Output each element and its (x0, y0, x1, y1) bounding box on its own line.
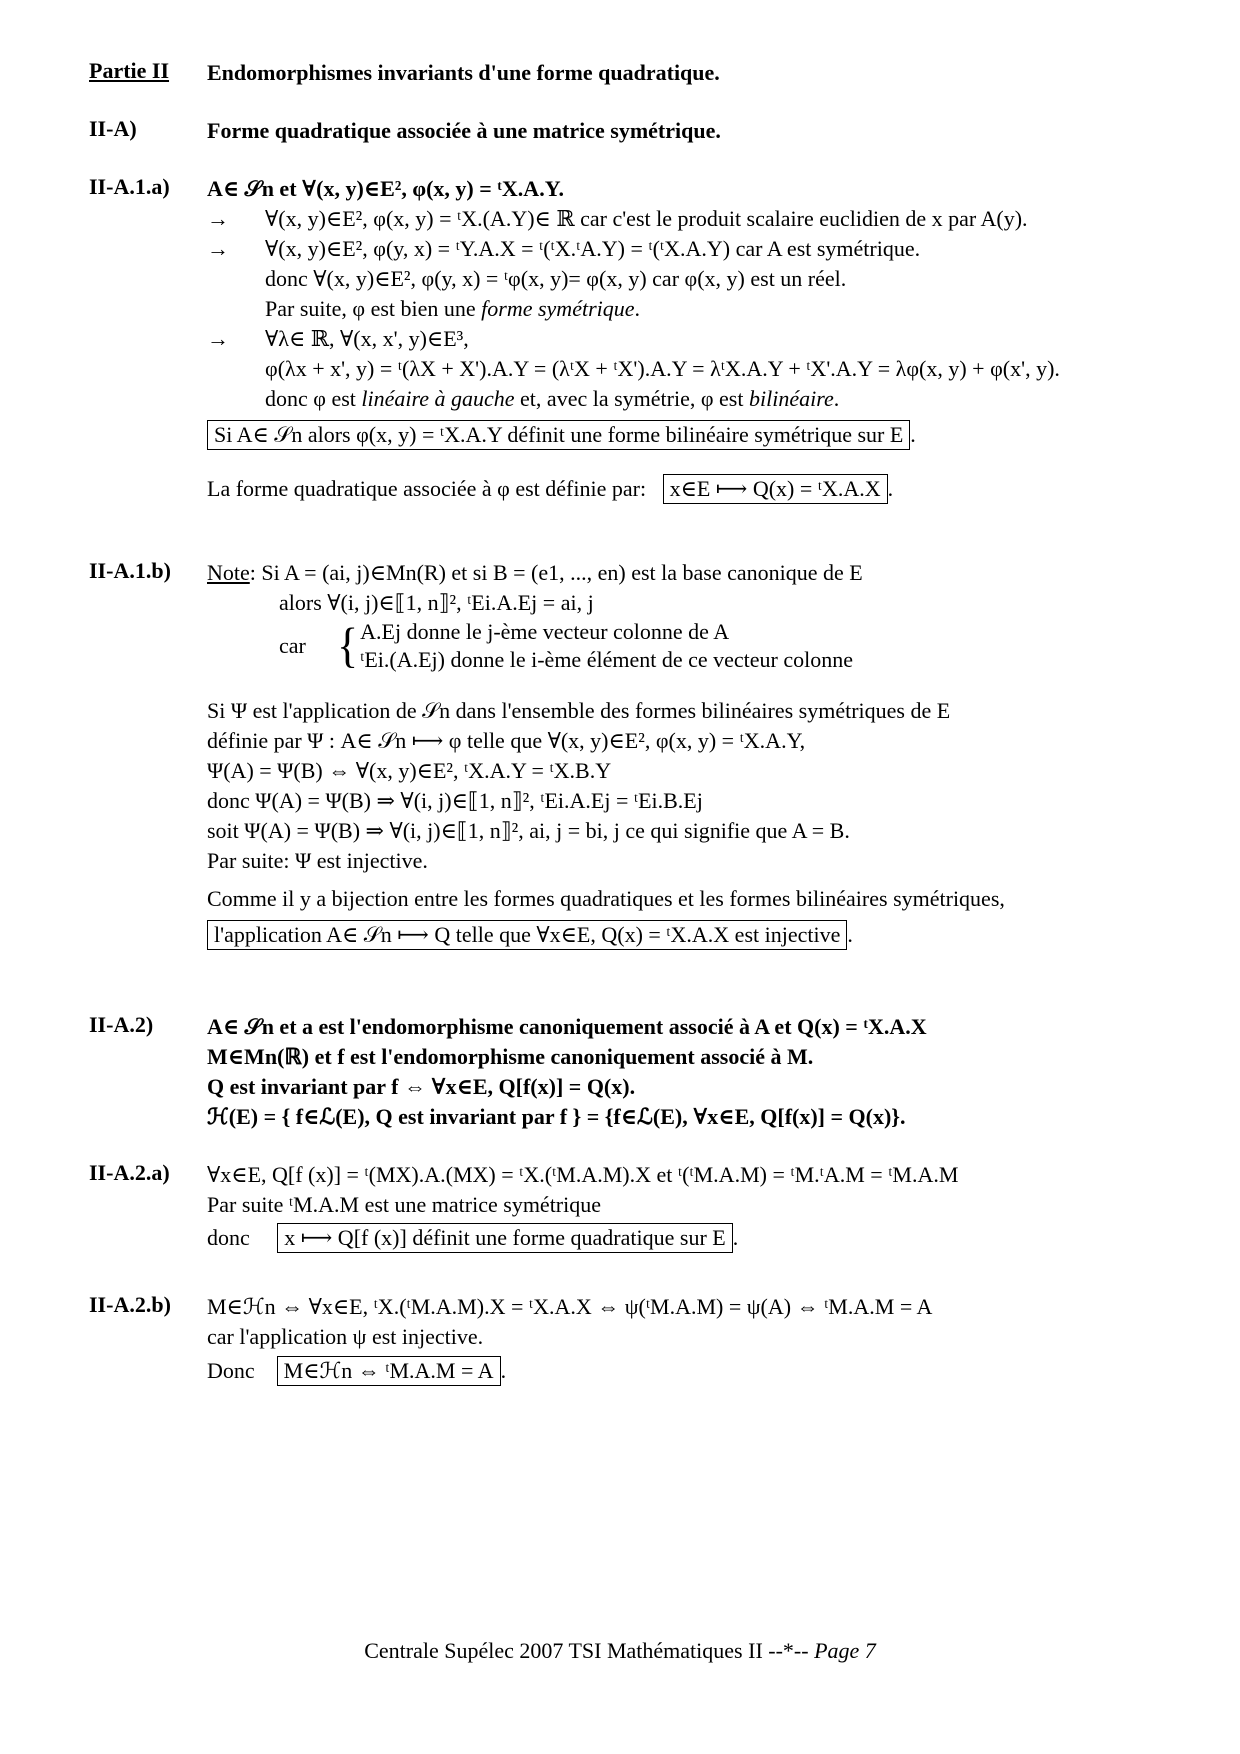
emphasis: forme symétrique (481, 296, 635, 321)
section-body (207, 1160, 1169, 1256)
arrow-icon: → (207, 326, 229, 351)
arrow-line (207, 204, 1169, 234)
text-line (207, 384, 1169, 414)
text-part: et, avec la symétrie, φ est (514, 386, 749, 411)
section-body (207, 174, 1169, 506)
text-part: . (910, 422, 916, 447)
text-line: donc ∀(x, y)∈E², φ(y, x) = ᵗφ(x, y)= φ(x, y) car φ(x, y) est un réel. (265, 266, 847, 291)
text-line: A.Ej donne le j-ème vecteur colonne de A (360, 619, 730, 644)
section-title: Forme quadratique associée à une matrice symétrique. (207, 118, 721, 143)
boxed-result (207, 418, 1169, 452)
text-part: Donc (207, 1358, 255, 1383)
text-part: . (732, 1225, 739, 1250)
text-line: ∀(x, y)∈E², φ(y, x) = ᵗY.A.X = ᵗ(ᵗX.ᵗA.Y) = ᵗ(ᵗX.A.Y) car A est symétrique. (265, 236, 921, 261)
text-line: soit Ψ(A) = Ψ(B) ⇒ ∀(i, j)∈⟦1, n⟧², ai, j = bi, j ce qui signifie que A = B. (207, 818, 850, 843)
left-brace-icon: { (337, 618, 359, 673)
text-line: ∀(x, y)∈E², φ(x, y) = ᵗX.(A.Y)∈ ℝ car c'est le produit scalaire euclidien de x par A(y). (265, 206, 1028, 231)
text-part: . (887, 476, 894, 501)
section-label: II-A.1.b) (89, 558, 171, 583)
text-line: définie par Ψ : A∈ 𝒮n ⟼ φ telle que ∀(x, y)∈E², φ(x, y) = ᵗX.A.Y, (207, 728, 806, 753)
emphasis: linéaire à gauche (361, 386, 515, 411)
section-body (207, 558, 1169, 952)
text-part: . (500, 1358, 507, 1383)
text-line: ∀x∈E, Q[f (x)] = ᵗ(MX).A.(MX) = ᵗX.(ᵗM.A.M).X et ᵗ(ᵗM.A.M) = ᵗM.ᵗA.M = ᵗM.A.M (207, 1162, 959, 1187)
result-box: l'application A∈ 𝒮n ⟼ Q telle que ∀x∈E, Q(x) = ᵗX.A.X est injective (207, 920, 847, 950)
boxed-result (207, 1352, 1169, 1390)
text-part: donc (207, 1225, 250, 1250)
page-footer (0, 1638, 1240, 1664)
text-line: Par suite ᵗM.A.M est une matrice symétrique (207, 1192, 602, 1217)
text-line: M∈Mn(ℝ) et f est l'endomorphisme canoniquement associé à M. (207, 1044, 814, 1069)
text-line: M∈ℋn ⇔ ∀x∈E, ᵗX.(ᵗM.A.M).X = ᵗX.A.X ⇔ ψ(ᵗM.A.M) = ψ(A) ⇔ ᵗM.A.M = A (207, 1294, 933, 1319)
car-block (207, 618, 1169, 674)
car-lines (360, 618, 853, 674)
car-label: car (279, 633, 306, 658)
boxed-result (207, 1220, 1169, 1256)
section-label: II-A.2.b) (89, 1292, 171, 1317)
footer-text: Centrale Supélec 2007 TSI Mathématiques II --*-- (364, 1638, 815, 1663)
note-label: Note (207, 560, 250, 585)
section-body (207, 1012, 1169, 1132)
part-title: Endomorphismes invariants d'une forme quadratique. (207, 60, 720, 85)
section-label: II-A.1.a) (89, 174, 170, 199)
text-line: Par suite: Ψ est injective. (207, 848, 428, 873)
section-label: II-A) (89, 116, 137, 141)
section-body (207, 1292, 1169, 1390)
result-box: Si A∈ 𝒮n alors φ(x, y) = ᵗX.A.Y définit une forme bilinéaire symétrique sur E (207, 420, 910, 450)
text-line (207, 294, 1169, 324)
part-label: Partie II (89, 58, 170, 83)
text-line: A∈ 𝒮n et a est l'endomorphisme canoniquement associé à A et Q(x) = ᵗX.A.X (207, 1014, 927, 1039)
text-part: . (847, 922, 853, 947)
result-box: x∈E ⟼ Q(x) = ᵗX.A.X (663, 474, 888, 504)
text-line: Ψ(A) = Ψ(B) ⇔ ∀(x, y)∈E², ᵗX.A.Y = ᵗX.B.Y (207, 758, 612, 783)
emphasis: bilinéaire (748, 386, 834, 411)
boxed-result (207, 918, 1169, 952)
result-box: x ⟼ Q[f (x)] définit une forme quadratique sur E (277, 1223, 732, 1253)
arrow-icon: → (207, 206, 229, 231)
text-line: Q est invariant par f ⇔ ∀x∈E, Q[f(x)] = Q(x). (207, 1074, 636, 1099)
text-line: φ(λx + x', y) = ᵗ(λX + X').A.Y = (λᵗX + ᵗX').A.Y = λᵗX.A.Y + ᵗX'.A.Y = λφ(x, y) + φ(x', y). (265, 356, 1060, 381)
arrow-line (207, 234, 1169, 264)
text-part: : Si A = (ai, j)∈Mn(R) et si B = (e1, ..., en) est la base canonique de E (249, 560, 863, 585)
section-label: II-A.2.a) (89, 1160, 170, 1185)
text-line: Si Ψ est l'application de 𝒮n dans l'ensemble des formes bilinéaires symétriques de E (207, 698, 951, 723)
result-box: M∈ℋn ⇔ ᵗM.A.M = A (277, 1356, 501, 1386)
section-label: II-A.2) (89, 1012, 154, 1037)
text-line: ᵗEi.(A.Ej) donne le i-ème élément de ce vecteur colonne (360, 647, 853, 672)
text-part: . (833, 386, 840, 411)
text-line: alors ∀(i, j)∈⟦1, n⟧², ᵗEi.A.Ej = ai, j (279, 590, 594, 615)
text-part: donc φ est (265, 386, 362, 411)
text-line: donc Ψ(A) = Ψ(B) ⇒ ∀(i, j)∈⟦1, n⟧², ᵗEi.A.Ej = ᵗEi.B.Ej (207, 788, 703, 813)
text-line: Comme il y a bijection entre les formes quadratiques et les formes bilinéaires symétriques, (207, 886, 1005, 911)
arrow-icon: → (207, 236, 229, 261)
text-part: La forme quadratique associée à φ est définie par: (207, 476, 647, 501)
page-number: Page 7 (814, 1638, 876, 1663)
text-line: car l'application ψ est injective. (207, 1324, 484, 1349)
text-line: ∀λ∈ ℝ, ∀(x, x', y)∈E³, (265, 326, 469, 351)
hypothesis-line: A∈ 𝒮n et ∀(x, y)∈E², φ(x, y) = ᵗX.A.Y. (207, 176, 565, 201)
text-part: Par suite, φ est bien une (265, 296, 482, 321)
text-line: ℋ(E) = { f∈ℒ(E), Q est invariant par f } = {f∈ℒ(E), ∀x∈E, Q[f(x)] = Q(x)}. (207, 1104, 906, 1129)
text-part: . (634, 296, 641, 321)
arrow-line (207, 324, 1169, 354)
text-line (207, 472, 1169, 506)
note-line (207, 558, 1169, 588)
